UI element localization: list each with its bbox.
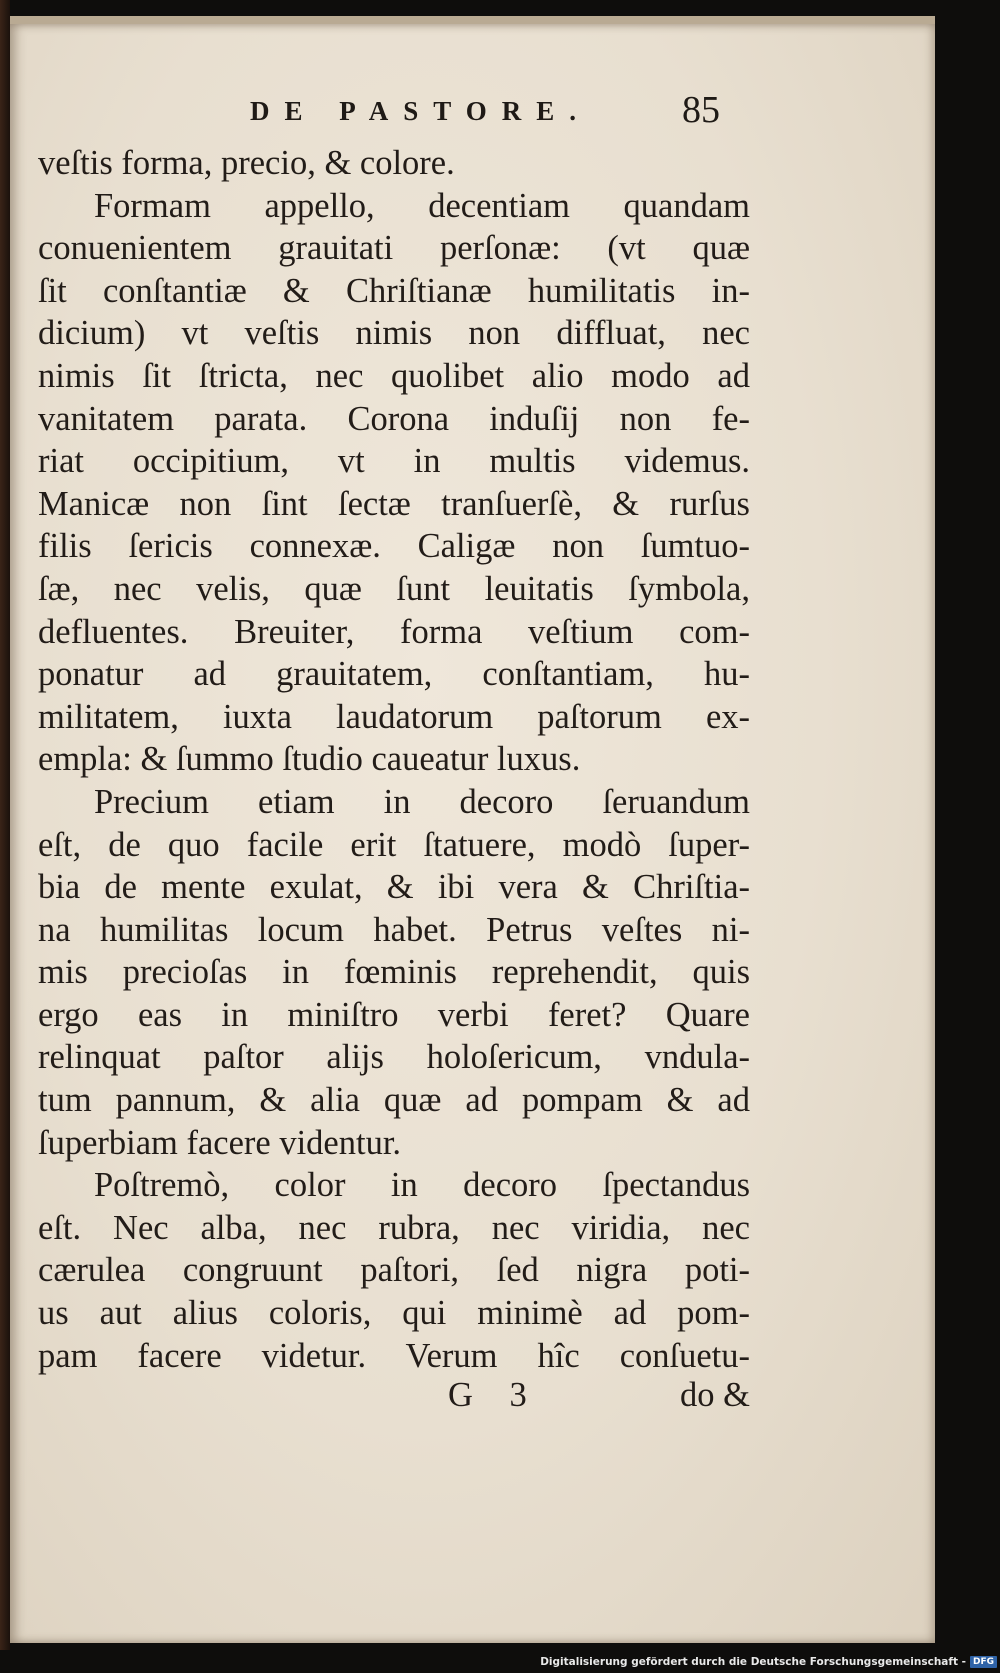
text-line: Manicæ non ſint ſectæ tranſuerſè, & rurſus [38,484,750,523]
text-line: Precium etiam in decoro ſeruandum [94,782,750,821]
body-text [38,142,750,1377]
book-binding [0,0,10,1650]
text-line: ſæ, nec velis, quæ ſunt leuitatis ſymbola, [38,569,750,608]
text-line: militatem, iuxta laudatorum paſtorum ex- [38,697,750,736]
text-line: tum pannum, & alia quæ ad pompam & ad [38,1081,750,1120]
credit-text: Digitalisierung gefördert durch die Deutsche Forschungsgemeinschaft - [540,1655,966,1668]
page-number: 85 [682,89,720,131]
text-line: empla: & ſummo ſtudio caueatur luxus. [38,740,581,779]
text-line: mis precioſas in fœminis reprehendit, quis [38,953,750,992]
text-line: relinquat paſtor alijs holoſericum, vndula- [38,1038,750,1077]
text-line: cærulea congruunt paſtori, ſed nigra poti- [38,1251,750,1290]
credit-bar [0,1650,1000,1673]
book-page [10,16,935,1643]
text-line: us aut alius coloris, qui minimè ad pom- [38,1294,750,1333]
catchword: do & [680,1376,750,1414]
text-line: na humilitas locum habet. Petrus veſtes ni- [38,910,750,949]
page-header [240,88,760,148]
text-line: eſt, de quo facile erit ſtatuere, modò ſuper- [38,825,750,864]
text-line: eſt. Nec alba, nec rubra, nec viridia, nec [38,1208,750,1247]
text-line: riat occipitium, vt in multis videmus. [38,442,750,481]
text-line: Poſtremò, color in decoro ſpectandus [94,1166,750,1205]
page-footer [38,1376,750,1420]
text-line: conuenientem grauitati perſonæ: (vt quæ [38,229,750,268]
text-line: defluentes. Breuiter, forma veſtium com- [38,612,750,651]
text-line: dicium) vt veſtis nimis non diffluat, nec [38,314,750,353]
text-line: filis ſericis connexæ. Caligæ non ſumtuo- [38,527,750,566]
dfg-logo-icon: DFG [970,1656,997,1668]
text-line: Formam appello, decentiam quandam [94,186,750,225]
text-line: bia de mente exulat, & ibi vera & Chriſtia- [38,868,750,907]
signature-mark: G 3 [448,1376,541,1414]
text-line: ergo eas in miniſtro verbi feret? Quare [38,995,750,1034]
text-line: ſuperbiam facere videntur. [38,1123,402,1162]
text-line: veſtis forma, precio, & colore. [38,144,455,182]
text-line: nimis ſit ſtricta, nec quolibet alio modo ad [38,356,750,395]
running-head: DE PASTORE. [250,96,592,126]
text-line: vanitatem parata. Corona induſij non fe- [38,399,750,438]
text-line: ſit conſtantiæ & Chriſtianæ humilitatis in- [38,271,750,310]
text-line: pam facere videtur. Verum hîc conſuetu- [38,1336,750,1375]
text-line: ponatur ad grauitatem, conſtantiam, hu- [38,655,750,694]
